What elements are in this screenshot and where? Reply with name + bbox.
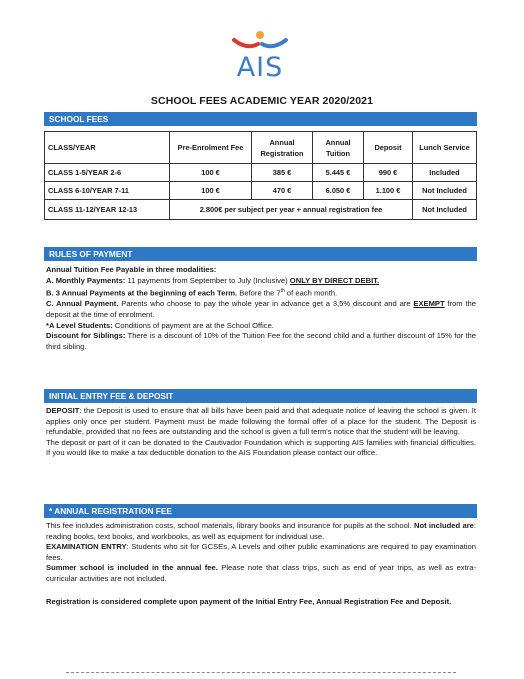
rule-siblings-label: Discount for Siblings: (46, 331, 126, 341)
cell-class: CLASS 6-10/YEAR 7-11 (45, 182, 170, 200)
logo-text: AIS (236, 52, 284, 83)
registration-note: Registration is considered complete upon payment of the Initial Entry Fee, Annual Registration Fee and Deposit. (46, 596, 452, 606)
includes-text: This fee includes administration costs, school materials, library books and insurance for pupils at the school. (46, 521, 414, 530)
rule-c (46, 299, 476, 320)
header-pre-enrolment: Pre-Enrolment Fee (170, 132, 252, 164)
exam-paragraph (46, 542, 476, 563)
rule-c-text2: from the deposit at the time of enrolment. (46, 299, 476, 319)
exam-text: : Students who sit for GCSEs, A Levels and other public examinations are required to pay examination fees. (46, 542, 476, 562)
cell-lunch: Not Included (413, 182, 477, 200)
cell-per-subject-fee: 2.800€ per subject per year + annual registration fee (170, 200, 413, 220)
rule-c-text: Parents who choose to pay the whole year in advance get a 3,5% discount and are (118, 299, 414, 309)
summer-label: Summer school is included in the annual fee. (46, 563, 218, 573)
section-rules-of-payment: RULES OF PAYMENT (44, 247, 477, 261)
cell-class: CLASS 11-12/YEAR 12-13 (45, 200, 170, 220)
rules-text (46, 265, 476, 352)
table-row (45, 182, 477, 200)
deposit-text: : the Deposit is used to ensure that all bills have been paid and that adequate notice of leaving the school is given. It applies only once per student. Payment must be made following the formal offer of a place for the student. The Deposit is refundable, provided that no fees are outstanding and the school is given a full term's notice that the student will be leaving. (46, 406, 476, 437)
table-row (45, 164, 477, 182)
header-annual-registration: Annual Registration (252, 132, 313, 164)
includes-paragraph (46, 521, 476, 542)
initial-text (46, 406, 476, 459)
rule-b-text: Before the 7 (237, 288, 281, 298)
cell-pre-enrolment: 100 € (170, 164, 252, 182)
not-included-label: Not included are (413, 521, 474, 530)
summer-paragraph (46, 563, 476, 584)
rule-a-text: 11 payments from September to July (Inclusive) (125, 275, 290, 285)
section-annual-registration-fee: * ANNUAL REGISTRATION FEE (44, 504, 477, 518)
rule-a-label: A. Monthly Payments: (46, 275, 126, 285)
rule-b-sup: th (280, 288, 285, 295)
table-header-row (45, 132, 477, 164)
annual-registration-text (46, 521, 476, 607)
cell-lunch: Not Included (413, 200, 477, 220)
cell-registration: 385 € (252, 164, 313, 182)
rule-alevel-label: *A Level Students: (46, 320, 113, 330)
cell-lunch: Included (413, 164, 477, 182)
not-included-text: : reading books, text books, and workbooks, as well as equipment for individual use. (46, 521, 476, 541)
rule-c-emphasis: EXEMPT (413, 299, 445, 309)
rule-siblings (46, 331, 476, 352)
header-class-year: CLASS/YEAR (45, 132, 170, 164)
cell-registration: 470 € (252, 182, 313, 200)
rule-b-label: B. 3 Annual Payments at the beginning of each Term. (46, 288, 238, 298)
table-row (45, 200, 477, 220)
header-lunch-service: Lunch Service (413, 132, 477, 164)
cell-tuition: 5.445 € (313, 164, 364, 182)
deposit-paragraph (46, 406, 476, 438)
page-title: SCHOOL FEES ACADEMIC YEAR 2020/2021 (150, 95, 374, 107)
deposit-label: DEPOSIT (46, 406, 80, 415)
rules-heading: Annual Tuition Fee Payable in three modalities: (46, 265, 217, 274)
rule-a-emphasis: ONLY BY DIRECT DEBIT. (289, 275, 380, 285)
cell-pre-enrolment: 100 € (170, 182, 252, 200)
cell-deposit: 990 € (364, 164, 413, 182)
rule-alevel (46, 321, 476, 332)
rule-alevel-text: Conditions of payment are at the School Office. (112, 320, 274, 330)
cell-tuition: 6.050 € (313, 182, 364, 200)
rule-c-label: C. Annual Payment. (46, 299, 119, 309)
footer-divider (66, 672, 456, 673)
donation-paragraph: The deposit or part of it can be donated to the Cautivador Foundation which is supporting AIS families with financial difficulties. If you would like to make a tax deductible donation to the AIS Foundation please contact our office. (46, 437, 476, 458)
section-initial-entry-fee: INITIAL ENTRY FEE & DEPOSIT (44, 389, 477, 403)
header-deposit: Deposit (364, 132, 413, 164)
school-logo (228, 28, 292, 92)
header-annual-tuition: Annual Tuition (313, 132, 364, 164)
fees-table (44, 131, 477, 220)
section-school-fees: SCHOOL FEES (44, 112, 477, 126)
cell-class: CLASS 1-5/YEAR 2-6 (45, 164, 170, 182)
rule-b (46, 286, 476, 299)
exam-label: EXAMINATION ENTRY (46, 542, 127, 552)
rule-b-text2: of each month. (284, 288, 338, 298)
cell-deposit: 1.100 € (364, 182, 413, 200)
summer-text: Please note that class trips, such as end of year trips, as well as extra-curricular activities are not included. (46, 563, 476, 583)
rule-a (46, 276, 476, 287)
rule-siblings-text: There is a discount of 10% of the Tuition Fee for the second child and a further discount of 15% for the third sibling. (46, 331, 476, 351)
